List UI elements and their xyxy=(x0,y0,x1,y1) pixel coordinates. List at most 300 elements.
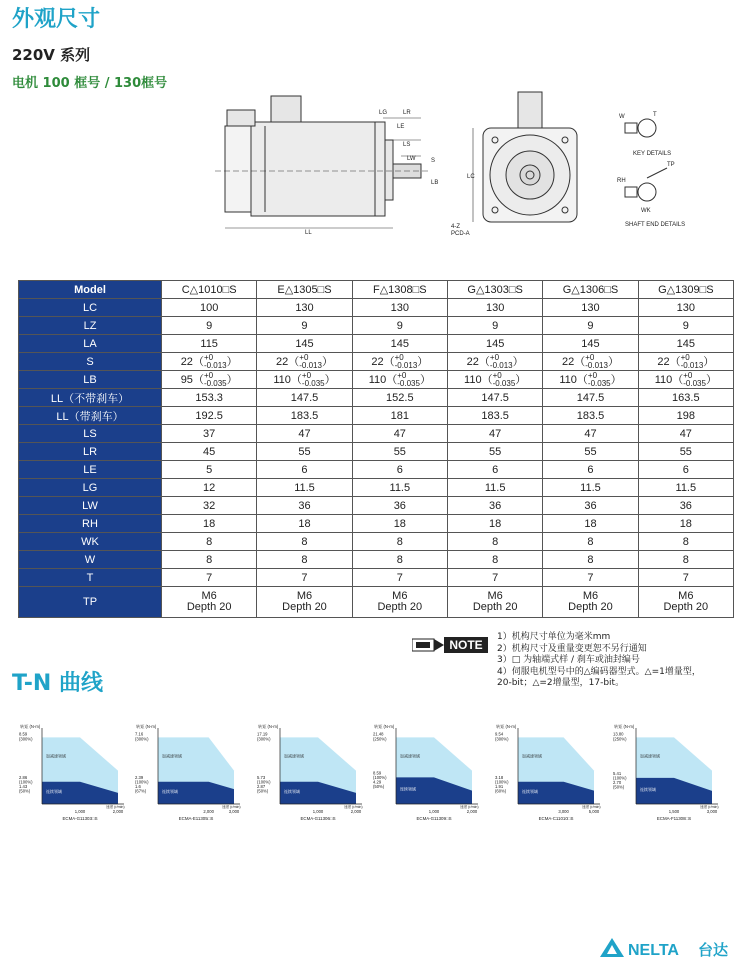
cell-value: 7 xyxy=(492,571,499,584)
cell-value: 8 xyxy=(587,553,594,566)
brand-name: NELTA xyxy=(628,942,679,959)
table-cell xyxy=(257,299,352,317)
dim-lz: 4-Z xyxy=(451,224,460,230)
row-label: LE xyxy=(19,461,162,479)
cell-value: 11.5 xyxy=(484,481,506,494)
table-cell xyxy=(257,461,352,479)
table-cell xyxy=(162,407,257,425)
cell-value: 47 xyxy=(679,427,692,440)
table-cell: 110（+0 -0.035） xyxy=(352,371,447,389)
tol-plus: +0 xyxy=(489,353,500,363)
row-label: RH xyxy=(19,515,162,533)
curve-model-label: ECMA-G11306□S xyxy=(300,816,336,821)
cell-value: 18 xyxy=(679,517,692,530)
table-cell xyxy=(543,443,638,461)
cell-value: 36 xyxy=(298,499,311,512)
tick-label: (250%) xyxy=(373,736,387,742)
tick-label: (67%) xyxy=(135,788,147,794)
tol-plus: +0 xyxy=(585,353,595,363)
table-cell xyxy=(257,479,352,497)
table-cell xyxy=(257,515,352,533)
cell-value: 9 xyxy=(682,319,689,332)
cell-value: 6 xyxy=(301,463,308,476)
y-axis-label: 转矩 (N-m) xyxy=(20,724,41,729)
row-label: LG xyxy=(19,479,162,497)
cell-value: 22 xyxy=(466,356,479,368)
cell-value: 8 xyxy=(396,535,403,548)
table-cell xyxy=(447,407,542,425)
curve-model-label: ECMA-C11010□S xyxy=(538,816,574,821)
table-header-row xyxy=(19,281,734,299)
cell-value: 22 xyxy=(371,356,384,368)
cell-value: 9 xyxy=(396,319,403,332)
cell-value: 130 xyxy=(581,301,600,314)
dim-w: W xyxy=(619,114,625,120)
tick-label: (300%) xyxy=(495,736,509,742)
notes-list xyxy=(497,632,701,690)
tick-label: 1,000 xyxy=(312,809,324,814)
tolerance xyxy=(585,354,608,370)
table-cell xyxy=(162,551,257,569)
table-cell xyxy=(352,461,447,479)
table-cell xyxy=(638,551,733,569)
table-row xyxy=(19,551,734,569)
table-cell xyxy=(352,443,447,461)
tick-label: 21.48 xyxy=(373,731,384,737)
table-cell xyxy=(447,515,542,533)
table-cell xyxy=(638,461,733,479)
cell-value: 22 xyxy=(276,356,289,368)
col-header: E△1305□S xyxy=(257,281,352,299)
table-row xyxy=(19,389,734,407)
dim-ls: LS xyxy=(403,142,411,148)
table-cell xyxy=(257,533,352,551)
tick-label: 5,000 xyxy=(588,809,600,814)
table-cell xyxy=(162,587,257,618)
table-cell xyxy=(162,317,257,335)
row-label: LB xyxy=(19,371,162,389)
row-label: LA xyxy=(19,335,162,353)
tick-label: (100%) xyxy=(135,779,149,785)
row-label: LL（带刹车） xyxy=(19,407,162,425)
table-cell xyxy=(352,425,447,443)
cell-value: 8 xyxy=(492,553,499,566)
table-row xyxy=(19,587,734,618)
tick-label: (300%) xyxy=(135,736,149,742)
table-row xyxy=(19,353,734,371)
frame-title: 电机 100 框号 / 130框号 xyxy=(12,76,168,91)
row-label: T xyxy=(19,569,162,587)
table-cell xyxy=(638,317,733,335)
table-cell xyxy=(543,533,638,551)
cell-sub: Depth 20 xyxy=(282,601,327,614)
table-cell xyxy=(162,533,257,551)
tick-label: 17.19 xyxy=(257,731,268,737)
cell-value: 147.5 xyxy=(290,391,319,404)
cell-value: 7 xyxy=(301,571,308,584)
tick-label: 1.43 xyxy=(19,783,28,789)
y-axis-label: 转矩 (N-m) xyxy=(258,724,279,729)
row-label: LW xyxy=(19,497,162,515)
tolerance xyxy=(204,372,227,388)
tolerance xyxy=(490,354,513,370)
col-header: G△1306□S xyxy=(543,281,638,299)
cont-zone-label: 连续领域 xyxy=(400,786,416,792)
cont-zone-label: 连续领域 xyxy=(162,788,178,794)
table-cell: 110（+0 -0.035） xyxy=(638,371,733,389)
cell-value: 115 xyxy=(200,337,218,350)
cell-value: 110 xyxy=(368,374,387,387)
table-cell xyxy=(257,569,352,587)
cell-value: M6 xyxy=(201,590,217,603)
tick-label: (100%) xyxy=(19,779,33,785)
accel-zone-label: 加减速领域 xyxy=(400,753,420,759)
tick-label: 4.29 xyxy=(373,779,382,785)
note-label: NOTE xyxy=(449,638,483,652)
dim-lr: LR xyxy=(403,110,411,116)
table-cell xyxy=(352,407,447,425)
cell-value: 11.5 xyxy=(580,481,601,494)
table-cell xyxy=(257,407,352,425)
cell-value: 22 xyxy=(562,356,575,368)
cell-value: 130 xyxy=(485,301,505,314)
tick-label: (100%) xyxy=(257,779,271,785)
table-cell xyxy=(257,425,352,443)
table-cell xyxy=(543,335,638,353)
tick-label: (50%) xyxy=(257,788,269,794)
table-cell xyxy=(638,515,733,533)
series-title: 220V 系列 xyxy=(12,46,91,64)
cell-value: 9 xyxy=(492,319,499,332)
cell-value: 147.5 xyxy=(481,391,509,404)
table-row xyxy=(19,335,734,353)
dim-s: S xyxy=(431,158,436,164)
cell-value: 37 xyxy=(203,427,216,440)
row-label: LC xyxy=(19,299,162,317)
table-cell xyxy=(638,479,733,497)
cell-value: M6 xyxy=(582,590,599,603)
cell-value: 8 xyxy=(682,535,689,548)
tol-minus: -0.013 xyxy=(489,361,513,371)
table-cell xyxy=(638,569,733,587)
cell-value: 55 xyxy=(298,445,311,458)
dim-tp: TP xyxy=(667,162,675,168)
table-cell xyxy=(352,533,447,551)
table-cell xyxy=(352,335,447,353)
table-cell xyxy=(543,479,638,497)
table-cell xyxy=(352,317,447,335)
tol-minus: -0.035 xyxy=(587,379,611,389)
cell-sub: Depth 20 xyxy=(186,601,232,614)
cell-value: 12 xyxy=(203,481,216,494)
dim-lc: LC xyxy=(467,174,475,180)
tick-label: 3,000 xyxy=(558,809,569,814)
table-cell xyxy=(447,335,542,353)
cell-value: 18 xyxy=(393,517,406,530)
table-cell: 110（+0 -0.035） xyxy=(543,371,638,389)
spec-table xyxy=(18,280,734,618)
tol-minus: -0.013 xyxy=(394,361,418,371)
cell-value: 130 xyxy=(390,301,409,314)
tick-label: 2,000 xyxy=(466,809,478,814)
table-cell xyxy=(352,299,447,317)
tol-plus: +0 xyxy=(683,371,693,381)
x-axis-label: 速度 (r/min) xyxy=(460,805,479,809)
tol-plus: +0 xyxy=(301,371,312,381)
cont-zone-label: 连续领域 xyxy=(284,788,300,794)
tn-curve xyxy=(18,716,138,828)
tol-plus: +0 xyxy=(299,353,309,363)
tol-plus: +0 xyxy=(397,371,407,381)
table-cell xyxy=(447,533,542,551)
table-cell xyxy=(543,515,638,533)
tick-label: 8.59 xyxy=(373,770,382,776)
table-cell xyxy=(638,533,733,551)
row-label: LZ xyxy=(19,317,162,335)
cell-value: 5 xyxy=(206,463,213,476)
tol-minus: -0.013 xyxy=(203,361,227,371)
cell-value: 6 xyxy=(396,463,403,476)
table-cell xyxy=(447,443,542,461)
y-axis-label: 转矩 (N-m) xyxy=(374,724,395,729)
table-row xyxy=(19,299,734,317)
col-header: G△1309□S xyxy=(638,281,733,299)
cont-zone-label: 连续领域 xyxy=(522,788,538,794)
table-cell xyxy=(162,443,257,461)
table-cell: 22（+0 -0.013） xyxy=(543,353,638,371)
cell-value: 47 xyxy=(489,427,502,440)
curve-model-label: ECMA-G11303□S xyxy=(62,816,98,821)
tol-plus: +0 xyxy=(203,371,214,381)
dim-rh: RH xyxy=(617,178,626,184)
brand-cn: 台达 xyxy=(698,941,729,959)
cell-value: 8 xyxy=(682,553,689,566)
table-cell xyxy=(352,497,447,515)
y-axis-label: 转矩 (N-m) xyxy=(136,724,157,729)
tick-label: 3.18 xyxy=(495,774,504,780)
cell-value: 130 xyxy=(295,301,314,314)
cell-value: 18 xyxy=(203,517,216,530)
cell-value: 36 xyxy=(393,499,406,512)
tick-label: 5.41 xyxy=(613,770,622,776)
cell-value: 8 xyxy=(301,535,308,548)
x-axis-label: 速度 (r/min) xyxy=(106,805,125,809)
cell-value: 11.5 xyxy=(389,481,411,494)
tn-title: T-N 曲线 xyxy=(12,671,103,696)
curve-model-label: ECMA-G11309□S xyxy=(416,816,452,821)
cell-value: 11.5 xyxy=(675,481,697,494)
cell-value: M6 xyxy=(487,590,503,603)
table-cell xyxy=(352,587,447,618)
tol-plus: +0 xyxy=(492,371,502,381)
table-cell xyxy=(257,389,352,407)
tick-label: 2.86 xyxy=(19,774,28,780)
row-label: WK xyxy=(19,533,162,551)
cell-value: 110 xyxy=(654,374,673,387)
tolerance xyxy=(299,354,322,370)
col-header: F△1308□S xyxy=(352,281,447,299)
table-cell: 22（+0 -0.013） xyxy=(352,353,447,371)
table-row xyxy=(19,497,734,515)
tick-label: 2,000 xyxy=(112,809,124,814)
table-row xyxy=(19,407,734,425)
table-cell xyxy=(257,443,352,461)
table-cell xyxy=(638,299,733,317)
dim-pcd: PCD-A xyxy=(451,231,470,237)
tol-minus: -0.013 xyxy=(585,361,608,371)
cell-value: 9 xyxy=(206,319,213,332)
dim-lw: LW xyxy=(407,156,416,162)
tolerance xyxy=(204,354,227,370)
table-cell xyxy=(543,299,638,317)
cell-value: 47 xyxy=(298,427,311,440)
tick-label: (250%) xyxy=(613,736,627,742)
cell-value: 55 xyxy=(584,445,597,458)
table-cell: 22（+0 -0.013） xyxy=(638,353,733,371)
table-cell xyxy=(638,389,733,407)
dimension-drawing xyxy=(205,88,695,238)
table-cell: 22（+0 -0.013） xyxy=(257,353,352,371)
table-cell xyxy=(447,551,542,569)
table-cell xyxy=(257,335,352,353)
tick-label: 7.16 xyxy=(135,731,144,737)
table-row xyxy=(19,515,734,533)
table-cell xyxy=(352,551,447,569)
col-header: Model xyxy=(19,281,162,299)
table-cell xyxy=(162,479,257,497)
table-cell xyxy=(638,497,733,515)
table-row xyxy=(19,371,734,389)
tick-label: 3,000 xyxy=(228,809,240,814)
note-item: 1）机构尺寸单位为毫米mm xyxy=(497,632,611,642)
table-cell xyxy=(638,443,733,461)
tick-label: 5.73 xyxy=(257,774,266,780)
table-cell xyxy=(543,425,638,443)
table-cell xyxy=(447,497,542,515)
delta-logo xyxy=(598,936,738,960)
dim-t: T xyxy=(653,112,657,118)
cell-value: M6 xyxy=(678,590,694,603)
table-cell xyxy=(447,569,542,587)
table-cell xyxy=(162,335,257,353)
tol-minus: -0.035 xyxy=(683,379,706,389)
tick-label: (60%) xyxy=(495,788,507,794)
cell-value: 32 xyxy=(203,499,216,512)
cell-sub: Depth 20 xyxy=(568,601,613,614)
tick-label: 3,000 xyxy=(706,809,718,814)
cell-value: 7 xyxy=(682,571,689,584)
cont-zone-label: 连续领域 xyxy=(46,788,62,794)
dim-le: LE xyxy=(397,124,405,130)
tol-minus: -0.013 xyxy=(680,361,704,371)
cell-value: 45 xyxy=(203,445,216,458)
tick-label: 1,000 xyxy=(74,809,86,814)
curve-model-label: ECMA-E11305□S xyxy=(178,816,214,821)
cell-value: 8 xyxy=(206,553,213,566)
dim-lb: LB xyxy=(431,180,439,186)
tick-label: 2.39 xyxy=(135,774,144,780)
cell-value: 192.5 xyxy=(195,409,223,422)
tol-minus: -0.035 xyxy=(397,379,420,389)
cell-value: 47 xyxy=(393,427,406,440)
tick-label: 1.91 xyxy=(495,783,504,789)
cell-value: 183.5 xyxy=(481,409,509,422)
cell-value: 145 xyxy=(485,337,505,350)
table-cell xyxy=(543,569,638,587)
table-cell xyxy=(162,299,257,317)
tol-plus: +0 xyxy=(680,353,690,363)
tick-label: 1,000 xyxy=(428,809,440,814)
col-header: G△1303□S xyxy=(447,281,542,299)
tick-label: (50%) xyxy=(613,784,625,790)
dim-lg: LG xyxy=(379,110,388,116)
table-cell xyxy=(352,515,447,533)
y-axis-label: 转矩 (N-m) xyxy=(496,724,517,729)
cell-value: 18 xyxy=(489,517,502,530)
note-item: 20-bit；△=2增量型，17-bit。 xyxy=(497,678,625,688)
y-axis-label: 转矩 (N-m) xyxy=(614,724,635,729)
cell-value: 36 xyxy=(489,499,502,512)
cell-value: 6 xyxy=(682,463,689,476)
table-cell xyxy=(638,425,733,443)
tn-curve xyxy=(612,716,732,828)
tick-label: 1,500 xyxy=(668,809,680,814)
key-details-label: KEY DETAILS xyxy=(633,151,672,157)
tol-plus: +0 xyxy=(203,353,214,363)
row-label: LL（不带刹车） xyxy=(19,389,162,407)
accel-zone-label: 加减速领域 xyxy=(284,753,304,759)
table-cell xyxy=(638,335,733,353)
table-cell xyxy=(447,479,542,497)
shaft-end-details-label: SHAFT END DETAILS xyxy=(625,222,686,228)
cell-value: 110 xyxy=(559,374,577,387)
cell-value: 198 xyxy=(676,409,695,422)
table-cell xyxy=(447,587,542,618)
cell-value: 9 xyxy=(301,319,308,332)
table-cell xyxy=(352,569,447,587)
cell-value: 153.3 xyxy=(195,391,223,404)
table-cell xyxy=(447,425,542,443)
cell-value: 183.5 xyxy=(290,409,319,422)
table-cell xyxy=(543,389,638,407)
tick-label: 1.6 xyxy=(135,783,141,789)
accel-zone-label: 加减速领域 xyxy=(640,753,660,759)
tick-label: (100%) xyxy=(373,774,387,780)
note-item: 2）机构尺寸及重量变更恕不另行通知 xyxy=(497,643,647,654)
note-item: 4）伺服电机型号中的△编码器型式。△=1增量型， xyxy=(497,666,701,677)
table-cell xyxy=(543,587,638,618)
col-header: C△1010□S xyxy=(162,281,257,299)
table-cell xyxy=(543,317,638,335)
cell-value: 18 xyxy=(298,517,311,530)
cell-sub: Depth 20 xyxy=(472,601,518,614)
tick-label: 9.54 xyxy=(495,731,504,737)
table-cell xyxy=(257,551,352,569)
tick-label: 2,000 xyxy=(203,809,214,814)
table-cell xyxy=(447,299,542,317)
tn-curve xyxy=(134,716,254,828)
cell-value: 130 xyxy=(676,301,695,314)
tol-minus: -0.035 xyxy=(301,379,325,389)
x-axis-label: 速度 (r/min) xyxy=(582,805,601,809)
tick-label: (300%) xyxy=(19,736,33,742)
cell-value: 147.5 xyxy=(576,391,605,404)
tn-curve xyxy=(494,716,614,828)
row-label: S xyxy=(19,353,162,371)
cell-value: 11.5 xyxy=(294,481,315,494)
table-row xyxy=(19,479,734,497)
row-label: W xyxy=(19,551,162,569)
